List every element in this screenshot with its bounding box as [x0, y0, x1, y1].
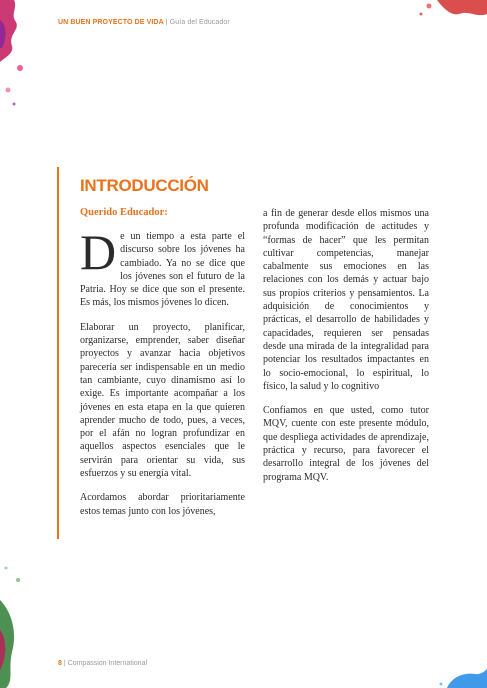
watercolor-top-right-decoration — [417, 0, 487, 24]
header-separator: | — [165, 19, 168, 26]
drop-cap: D — [80, 224, 117, 280]
paragraph: Acordamos abordar prioritariamente estos temas junto con los jóvenes, — [80, 492, 245, 517]
paragraph: Elaborar un proyecto, planificar, organizarse, emprender, saber diseñar proyectos y avanzar hacia objetivos parecería ser indispensable en un medio tan cambiante, cuyo dinamismo así lo exige. Es importante acompañar a los jóvenes en esta etapa en la que quieren aprender mucho de todo, pues, a veces, por el afán no logran profundizar en aquellos aspectos esenciales que le servirán para orientar su vida, sus esfuerzos y su energía vital. — [80, 321, 245, 480]
header-subtitle: Guía del Educador — [169, 19, 230, 26]
footer-separator: | — [63, 660, 66, 667]
greeting: Querido Educador: — [80, 207, 168, 218]
text-column-right — [263, 207, 429, 495]
watercolor-bottom-left-decoration — [0, 560, 28, 688]
running-header — [58, 19, 230, 26]
header-title: UN BUEN PROYECTO DE VIDA — [58, 19, 164, 26]
paragraph: a fin de generar desde ellos mismos una profunda modificación de actitudes y “formas de hacer” que les permitan cultivar competencias, manejar cabalmente sus emociones en las relaciones con los demás y actuar bajo sus propios criterios y pensamientos. La adquisición de conocimientos y prácticas, el desarrollo de habilidades y capacidades, requieren ser pensadas desde una mirada de la integralidad para potenciar los resultados impactantes en lo socio-emocional, lo espiritual, lo físico, la salud y lo cognitivo — [263, 208, 429, 392]
accent-vertical-rule — [57, 167, 59, 539]
paragraph — [80, 224, 245, 310]
paragraph-text: e un tiempo a esta parte el discurso sobre los jóvenes ha cambiado. Ya no se dice que los jóvenes son el futuro de la Patria. Hoy se dice que son el presente. Es más, los mismos jóvenes lo dicen. — [80, 231, 245, 309]
page-number: 8 — [58, 660, 62, 667]
paragraph: Confiamos en que usted, como tutor MQV, cuente con este presente módulo, que despliega actividades de aprendizaje, práctica y recurso, para favorecer el desarrollo integral de los jóvenes del programa MQV. — [263, 405, 429, 483]
page-footer — [58, 660, 147, 667]
section-title: INTRODUCCIÓN — [80, 176, 209, 195]
watercolor-top-left-decoration — [0, 0, 30, 110]
text-column-left — [80, 224, 245, 529]
footer-organization: Compassion International — [67, 660, 148, 667]
watercolor-bottom-right-decoration — [437, 664, 487, 688]
